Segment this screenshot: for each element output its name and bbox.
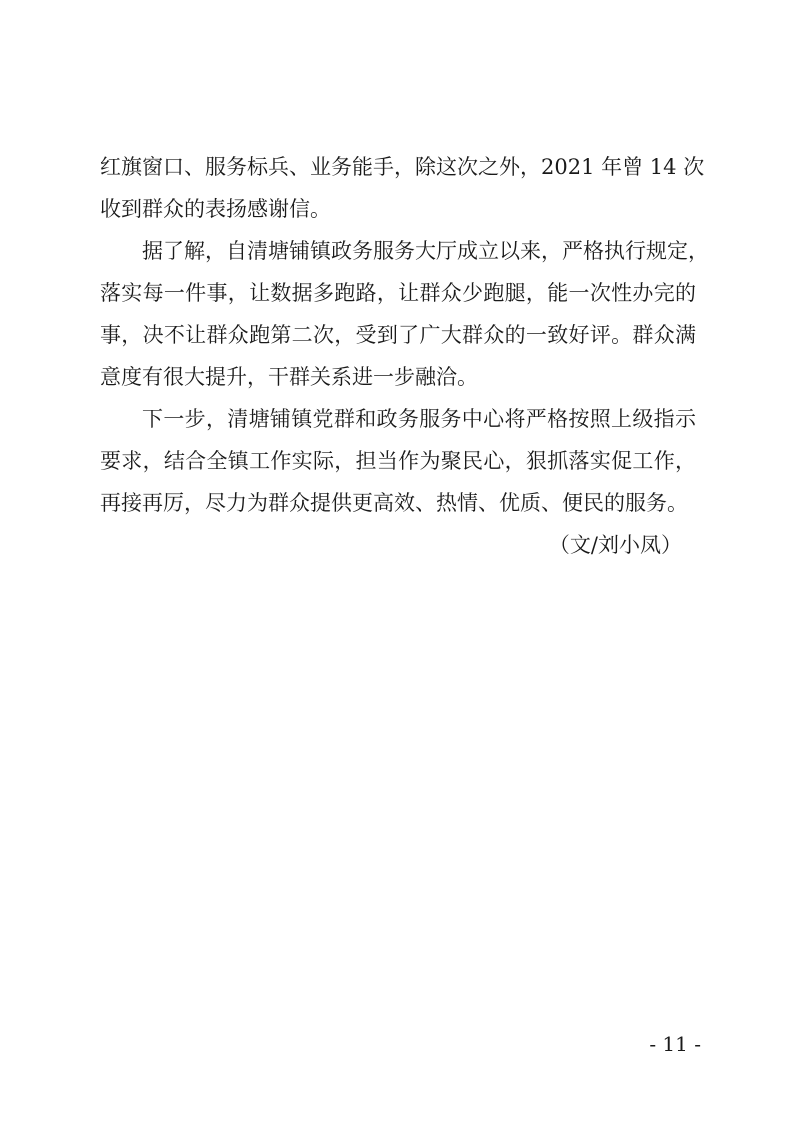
text-line: 再接再厉，尽力为群众提供更高效、热情、优质、便民的服务。 xyxy=(100,491,688,515)
paragraph-start-line: 据了解，自清塘铺镇政务服务大厅成立以来，严格执行规定， xyxy=(142,239,709,263)
text-line: 事，决不让群众跑第二次，受到了广大群众的一致好评。群众满 xyxy=(100,323,696,347)
text-line: 落实每一件事，让数据多跑路，让群众少跑腿，能一次性办完的 xyxy=(100,281,696,305)
text-line: 收到群众的表扬感谢信。 xyxy=(100,197,331,221)
text-line: 红旗窗口、服务标兵、业务能手，除这次之外，2021 年曾 14 次 xyxy=(100,155,705,179)
page-number: - 11 - xyxy=(649,1032,701,1056)
text-line: 要求，结合全镇工作实际，担当作为聚民心，狠抓落实促工作， xyxy=(100,449,696,473)
paragraph-start-line: 下一步，清塘铺镇党群和政务服务中心将严格按照上级指示 xyxy=(142,407,696,431)
text-line: 意度有很大提升，干群关系进一步融洽。 xyxy=(100,365,478,389)
article-body xyxy=(100,146,709,566)
author-signature: （文/刘小凤） xyxy=(548,533,682,557)
